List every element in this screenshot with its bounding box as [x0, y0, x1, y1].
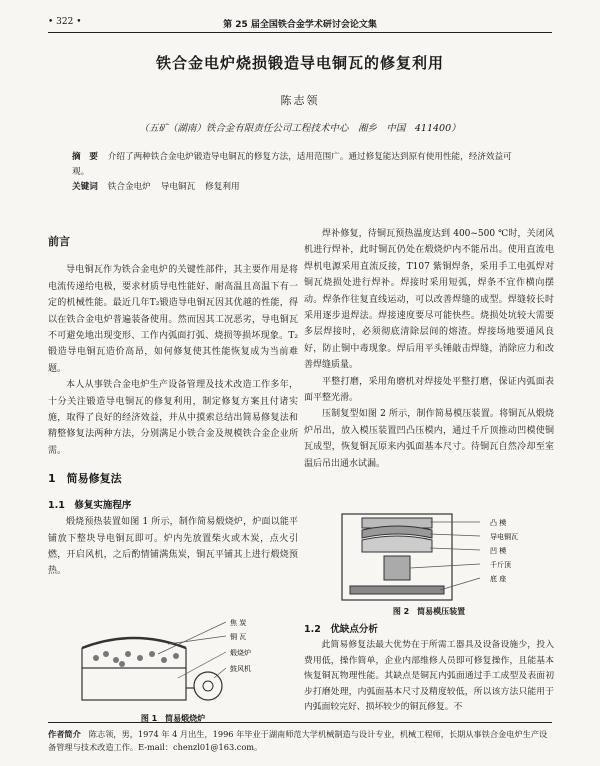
- subsection-heading-1-2: 1.2 优缺点分析: [304, 624, 378, 635]
- fig2-label-3: 凹 模: [490, 547, 507, 555]
- right-column-bottom: [304, 622, 554, 716]
- fig2-label-1: 凸 模: [490, 519, 507, 527]
- footer-rule: [48, 722, 552, 723]
- paper-title: 铁合金电炉烧损锻造导电铜瓦的修复利用: [155, 54, 444, 72]
- conference-title: 第 25 届全国铁合金学术研讨会论文集: [223, 20, 377, 30]
- subsection-heading-1-1: 1.1 修复实施程序: [48, 499, 132, 511]
- figure-1-furnace: [58, 608, 298, 704]
- abstract: [72, 150, 522, 180]
- intro-paragraph-2: 本人从事铁合金电炉生产设备管理及技术改造工作多年，十分关注锻造导电铜瓦的修复利用，制定修复方案且付诸实施，取得了良好的经济效益，并从中摸索总结出简易修复法和精整修复法两种方法，分别满足小铁合金及规模铁合金企业所需。: [48, 380, 298, 456]
- abstract-text: 介绍了两种铁合金电炉锻造导电铜瓦的修复方法，适用范围广。通过修复能达到原有使用性能，经济效益可观。: [72, 152, 512, 177]
- repair-paragraph: 焊补修复，待铜瓦预热温度达到 400~500 ℃时，关闭风机进行焊补，此时铜瓦仍处在煅烧炉内不能吊出。使用直流电焊机电源采用直流反接，T107 紫铜焊条，采用手工电弧焊对铜瓦烧损处进行焊补。焊接时采用短弧，焊条不宜作横向摆动。焊条作往复直线运动，可以改善焊缝的成型。焊缝较长时采用逐步退焊法。焊接速度要尽可能快些。烧损处坑较大需要多层焊接时，必须彻底清除层间的熔渣。焊接场地要通风良好，防止铜中毒现象。焊后用平头锤敲击焊缝，消除应力和改善焊缝质量。: [304, 229, 554, 371]
- fig1-label-3: 煅烧炉: [230, 649, 251, 657]
- intro-paragraph-1: 导电铜瓦作为铁合金电炉的关键性部件，其主要作用是将电流传递给电极，要求材质导电性能好、耐高温且高温下有一定的机械性能。最近几年T₂锻造导电铜瓦因其优越的性能，得以在铁合金电炉普遍装备使用。然而因其工况恶劣，导电铜瓦不可避免地出现变形、工作内弧面打弧、烧损等损坏现象。T₂锻造导电铜瓦造价高昂，如何修复使其性能恢复成为当前难题。: [48, 265, 298, 374]
- running-header: [48, 14, 552, 32]
- section-1-1-paragraph: 煅烧预热装置如图 1 所示，制作简易煅烧炉，炉面以能平铺放下整块导电铜瓦即可。炉内先放置柴火或木炭，点火引燃，开启风机，之后酌情铺满焦炭，铜瓦平铺其上进行煅烧预热。: [48, 517, 298, 577]
- right-column-top: [304, 226, 554, 472]
- figure-2-caption: 图 2 简易模压装置: [392, 607, 466, 616]
- grinding-paragraph: 平整打磨，采用角磨机对焊接处平整打磨，保证内弧面表面平整光滑。: [304, 376, 554, 404]
- keyword-item: 修复利用: [205, 182, 240, 192]
- pressing-paragraph: 压制复型如图 2 所示，制作简易模压装置。将铜瓦从煅烧炉吊出，放入模压装置凹凸压模内，通过千斤顶推动凹模使铜瓦成型，恢复铜瓦原来内弧面基本尺寸。待铜瓦自然冷却至室温后吊出通水试漏。: [304, 409, 554, 469]
- section-heading-intro: 前言: [48, 235, 70, 248]
- author-name: 陈志领: [280, 94, 320, 107]
- fig2-label-2: 导电铜瓦: [490, 533, 518, 541]
- keyword-item: 导电铜瓦: [160, 182, 196, 192]
- keywords-label: 关键词: [72, 182, 98, 192]
- fig2-label-4: 千斤顶: [490, 561, 511, 569]
- abstract-label: 摘 要: [72, 152, 98, 162]
- fig1-label-4: 鼓风机: [230, 665, 251, 673]
- figure-2-press: [340, 508, 560, 604]
- author-bio-label: 作者简介: [48, 729, 81, 739]
- section-heading-1: 1 简易修复法: [48, 472, 122, 486]
- pros-cons-paragraph: 此简易修复法最大优势在于所需工器具及设备设施少，投入费用低，操作简单，企业内部维修人员即可修复操作，且能基本恢复铜瓦物理性能。其缺点是铜瓦内弧面通过手工成型及表面初步打磨处理，内弧面基本尺寸及精度较低，所以该方法只能用于内弧面较完好、损坏较少的铜瓦修复。不: [304, 640, 554, 713]
- header-rule: [48, 32, 552, 33]
- keywords: [72, 180, 522, 192]
- affiliation: （五矿（湖南）铁合金有限责任公司工程技术中心 湘乡 中国 411400）: [139, 123, 461, 134]
- author-bio-text: 陈志领，男，1974 年 4 月出生，1996 年毕业于湖南师范大学机械制造与设计专业，机械工程师，长期从事铁合金电炉生产设备管理与技术改造工作。E-mail：chenzl01@163.com。: [48, 729, 548, 752]
- author-bio: [48, 728, 552, 754]
- left-column: [48, 226, 298, 580]
- figure-1-caption: 图 1 简易煅烧炉: [140, 714, 206, 723]
- keyword-item: 铁合金电炉: [107, 182, 151, 192]
- fig1-label-1: 焦 炭: [230, 619, 247, 627]
- fig1-label-2: 铜 瓦: [230, 633, 247, 641]
- page-number: • 322 •: [48, 17, 82, 27]
- fig2-label-5: 底 座: [490, 575, 507, 583]
